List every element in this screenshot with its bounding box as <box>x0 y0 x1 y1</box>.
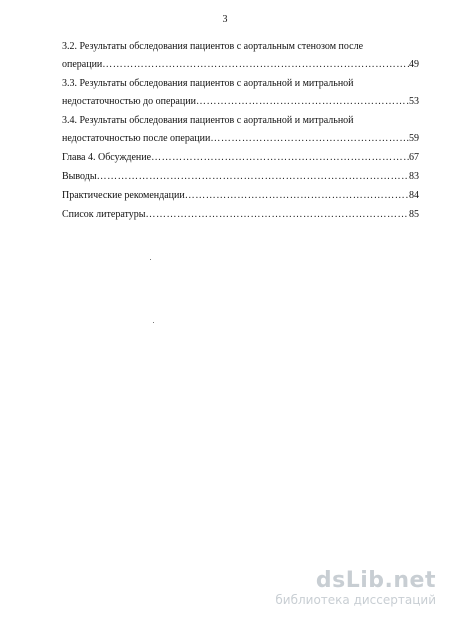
toc-entry-title-line: Практические рекомендации <box>62 190 185 201</box>
toc-page-number: 84 <box>409 190 419 201</box>
toc-page-number: 53 <box>409 96 419 107</box>
toc-dot-leader <box>97 168 409 186</box>
toc-entry-row <box>62 206 419 224</box>
toc-entry-row <box>62 56 419 74</box>
toc-entry-row <box>62 130 419 148</box>
toc-page-number: 59 <box>409 133 419 144</box>
toc-dot-leader <box>151 149 409 167</box>
watermark-logo: dsLib.net <box>315 568 436 593</box>
toc-entry-3-4[interactable] <box>62 112 419 148</box>
toc-page-number: 67 <box>409 152 419 163</box>
toc-dot-leader <box>196 93 409 111</box>
page-number: 3 <box>222 14 228 25</box>
toc-entry-title-line: 3.2. Результаты обследования пациентов с аортальным стенозом после <box>62 41 364 52</box>
table-of-contents <box>62 38 419 225</box>
toc-entry-recommendations[interactable] <box>62 187 419 205</box>
toc-entry-row <box>62 93 419 111</box>
toc-dot-leader <box>145 206 409 224</box>
toc-entry-title-line: Список литературы <box>62 209 146 220</box>
toc-page-number: 83 <box>409 171 419 182</box>
toc-entry-chapter-4[interactable] <box>62 149 419 167</box>
toc-dot-leader <box>102 56 409 74</box>
toc-entry-row <box>62 187 419 205</box>
toc-entry-title-line: 3.4. Результаты обследования пациентов с аортальной и митральной <box>62 115 354 126</box>
toc-entry-3-3[interactable] <box>62 75 419 111</box>
scan-speck <box>150 259 151 260</box>
watermark <box>275 569 436 607</box>
toc-page-number: 85 <box>409 209 419 220</box>
toc-entry-row <box>62 168 419 186</box>
toc-entry-conclusions[interactable] <box>62 168 419 186</box>
watermark-caption: библиотека диссертаций <box>275 593 436 607</box>
toc-dot-leader <box>185 187 409 205</box>
toc-dot-leader <box>210 130 409 148</box>
toc-entry-title-line: недостаточностью после операции <box>62 133 211 144</box>
scan-speck <box>153 322 154 323</box>
toc-entry-title-line: операции <box>62 59 103 70</box>
toc-entry-3-2[interactable] <box>62 38 419 74</box>
toc-page-number: 49 <box>409 59 419 70</box>
toc-entry-row <box>62 149 419 167</box>
toc-entry-title-line: 3.3. Результаты обследования пациентов с аортальной и митральной <box>62 78 354 89</box>
toc-entry-title-line: недостаточностью до операции <box>62 96 196 107</box>
toc-entry-references[interactable] <box>62 206 419 224</box>
toc-entry-title-line: Выводы <box>62 171 97 182</box>
toc-entry-title-line: Глава 4. Обсуждение <box>62 152 152 163</box>
